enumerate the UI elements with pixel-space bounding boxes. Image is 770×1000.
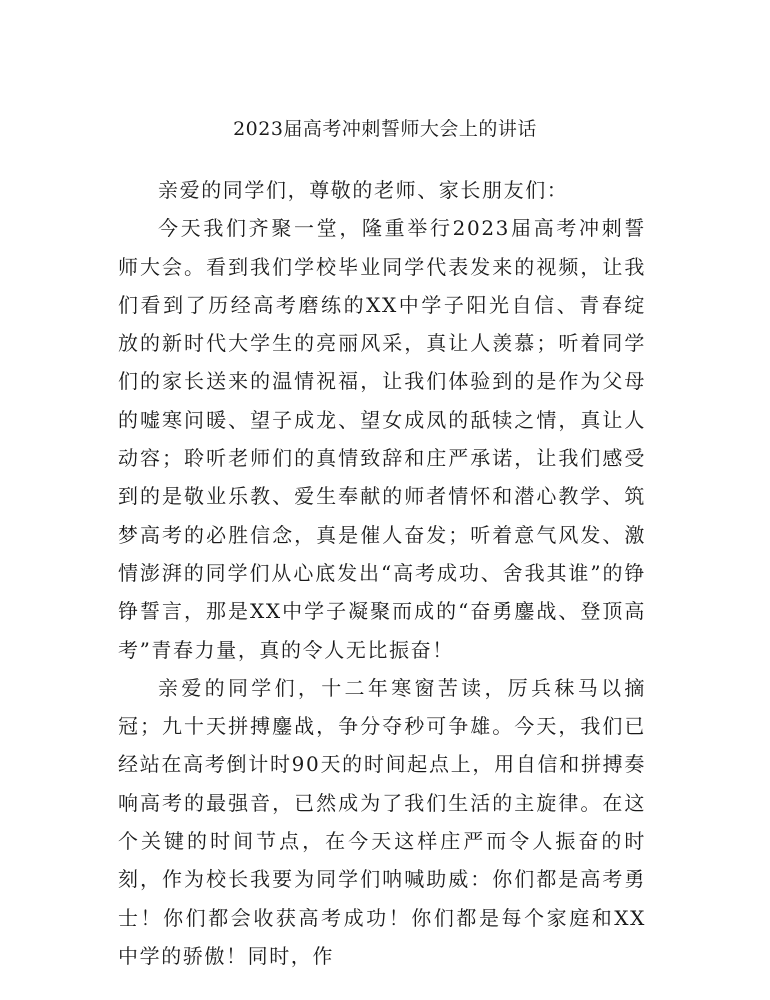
document-body <box>118 171 646 975</box>
paragraph-opening: 今天我们齐聚一堂，隆重举行2023届高考冲刺誓师大会。看到我们学校毕业同学代表发来的视频，让我们看到了历经高考磨练的XX中学子阳光自信、青春绽放的新时代大学生的亮丽风采，真让人羡慕；听着同学们的家长送来的温情祝福，让我们体验到的是作为父母的嘘寒问暖、望子成龙、望女成凤的舐犊之情，真让人动容；聆听老师们的真情致辞和庄严承诺，让我们感受到的是敬业乐教、爱生奉献的师者情怀和潜心教学、筑梦高考的必胜信念，真是催人奋发；听着意气风发、激情澎湃的同学们从心底发出“高考成功、舍我其谁”的铮铮誓言，那是XX中学子凝聚而成的“奋勇鏖战、登顶高考”青春力量，真的令人无比振奋！ <box>118 216 646 662</box>
document-title: 2023届高考冲刺誓师大会上的讲话 <box>233 118 537 140</box>
paragraph-salutation: 亲爱的同学们，尊敬的老师、家长朋友们： <box>158 178 569 202</box>
paragraph-encouragement: 亲爱的同学们，十二年寒窗苦读，厉兵秣马以摘冠；九十天拼搏鏖战，争分夺秒可争雄。今天，我们已经站在高考倒计时90天的时间起点上，用自信和拼搏奏响高考的最强音，已然成为了我们生活的主旋律。在这个关键的时间节点，在今天这样庄严而令人振奋的时刻，作为校长我要为同学们呐喊助威：你们都是高考勇士！你们都会收获高考成功！你们都是每个家庭和XX中学的骄傲！同时，作 <box>118 675 646 968</box>
